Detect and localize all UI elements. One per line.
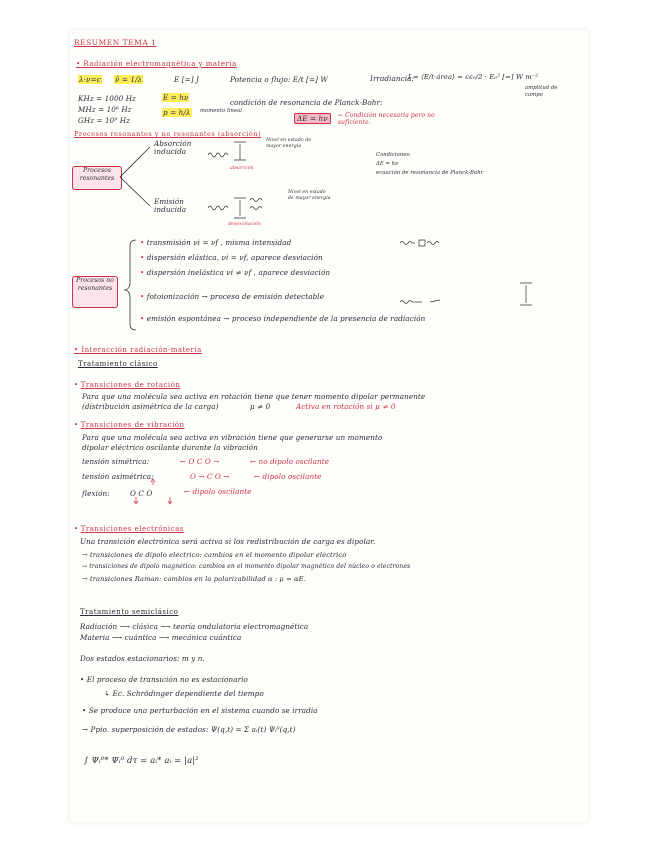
ghz-line: GHz = 10⁹ Hz xyxy=(78,116,130,125)
vib-line-2: dipolar eléctrico oscilante durante la vibración xyxy=(82,443,258,452)
semiclassic-line-3: Dos estados estacionarios: m y n. xyxy=(80,654,205,663)
section-heading-radiacion: • Radiación electromagnética y materia xyxy=(76,60,237,68)
rot-line-2: (distribución asimétrica de la carga) xyxy=(82,402,219,411)
nonresonant-item-2: • dispersión elástica, νi = νf, aparece desviación xyxy=(140,253,323,262)
e-hnu: E = hν xyxy=(163,93,189,102)
resonance-condition: condición de resonancia de Planck-Bohr: xyxy=(230,98,383,107)
semiclassic-line-1: Radiación ⟶ clásica ⟶ teoría ondulatoria electromagnética xyxy=(80,622,309,631)
flex-arrows xyxy=(70,30,588,510)
normalization-integral: ∫ Ψᵢ⁰* Ψᵢ⁰ dτ = aᵢ* aᵢ = |a|² xyxy=(84,756,199,766)
nonresonant-item-4: • fotoionización → proceso de emisión detectable xyxy=(140,292,325,301)
ta-label: tensión asimétrica: xyxy=(82,472,154,481)
emision-inducida: Emisión inducida xyxy=(154,197,187,214)
semiclassic-heading: Tratamiento semiclásico xyxy=(80,608,179,616)
elec-heading: • Transiciones electrónicas xyxy=(74,524,184,533)
absorcion-label: absorción xyxy=(230,166,254,171)
processes-heading: Procesos resonantes y no resonantes (absorción) xyxy=(74,130,262,138)
energy-unit: E [=] J xyxy=(174,75,200,84)
semiclassic-line-2: Materia ⟶ cuántica ⟶ mecánica cuántica xyxy=(80,633,242,642)
ts-molecule: ← O C O → xyxy=(180,457,220,466)
momento-note: momento lineal xyxy=(200,108,243,114)
rot-line-1: Para que una molécula sea activa en rotación tiene que tener momento dipolar permanente xyxy=(82,392,426,401)
semiclassic-line-4: • El proceso de transición no es estacionario xyxy=(80,675,248,684)
formula-lambda: λ·ν=c xyxy=(79,75,101,84)
delta-e: ΔE = hν xyxy=(294,114,331,123)
elec-item-2: → transiciones de dipolo magnético: cambios en el momento dipolar magnético del núcleo o electrones xyxy=(82,563,411,570)
classic-heading: Tratamiento clásico xyxy=(78,360,158,368)
condicion-note: ecuación de resonancia de Planck-Bohr xyxy=(376,170,484,176)
absorcion-note: Nivel en estado de mayor energía xyxy=(266,138,312,149)
rot-mu: μ ≠ 0 xyxy=(250,402,271,411)
irradiancia-label: Irradiancia: xyxy=(370,74,415,83)
vib-line-1: Para que una molécula sea activa en vibración tiene que generarse un momento xyxy=(82,433,383,442)
rot-active-note: Activa en rotación si μ ≠ 0 xyxy=(296,402,396,411)
delta-e-note: ← Condición necesaria pero no suficiente. xyxy=(338,112,435,126)
semiclassic-line-5: ↳ Ec. Schrödinger dependiente del tiempo xyxy=(104,689,264,698)
p-h-lambda: p = h/λ xyxy=(163,108,191,117)
elec-item-3: → transiciones Raman: cambios en la polarizabilidad α : μ = αE. xyxy=(82,575,306,583)
amplitud-note: amplitud de campo xyxy=(525,85,558,98)
vib-heading: • Transiciones de vibración xyxy=(74,420,185,429)
rot-heading: • Transiciones de rotación xyxy=(74,380,181,389)
ta-note: ← dipolo oscilante xyxy=(254,472,322,481)
ta-molecule: O → C O → xyxy=(190,472,230,481)
nonresonant-item-3: • dispersión inelástica νi ≠ νf , aparece desviación xyxy=(140,268,331,277)
section-heading-interaccion: • Interacción radiación-materia xyxy=(74,346,202,354)
potencia-flujo: Potencia o flujo: E/t [=] W xyxy=(230,75,328,84)
nonresonant-item-1: • transmisión νi = νf , misma intensidad xyxy=(140,238,292,247)
ts-label: tensión simétrica: xyxy=(82,457,150,466)
nonresonant-processes-box: Procesos no resonantes xyxy=(72,276,118,308)
irradiancia-formula: I = ⟨E/t·área⟩ = cε₀/2 · E₀² [=] W m⁻² xyxy=(408,73,539,81)
emision-label: desexcitación xyxy=(228,222,262,227)
notebook-page xyxy=(70,30,588,822)
condiciones-label: Condiciones: xyxy=(376,152,412,158)
condicion-formula: ΔE = hν xyxy=(376,161,399,167)
elec-item-1: → transiciones de dipolo eléctrico: cambios en el momento dipolar eléctrico xyxy=(82,551,347,559)
khz-line: KHz = 1000 Hz xyxy=(78,94,136,103)
page-title: RESUMEN TEMA 1 xyxy=(74,38,157,47)
formula-nu-bar: ν̄ = 1/λ xyxy=(115,75,143,84)
semiclassic-line-6: • Se produce una perturbación en el sistema cuando se irradia xyxy=(82,706,318,715)
flex-note: ← dipolo oscilante xyxy=(184,487,252,496)
flex-molecule: O C O xyxy=(130,489,153,498)
mhz-line: MHz = 10⁶ Hz xyxy=(78,105,132,114)
ts-note: ← no dipolo oscilante xyxy=(250,457,330,466)
emision-note: Nivel en estado de mayor energía xyxy=(288,190,331,201)
semiclassic-line-7: → Ppio. superposición de estados: Ψ(q,t) = Σ aᵢ(t) Ψᵢ⁰(q,t) xyxy=(82,725,296,734)
flex-label: flexión: xyxy=(82,489,110,498)
resonant-processes-box: Procesos resonantes xyxy=(72,166,122,190)
elec-line-1: Una transición electrónica será activa si los redistribución de carga es dipolar. xyxy=(80,537,376,546)
absorcion-inducida: Absorción inducida xyxy=(154,139,192,156)
nonresonant-item-5: • emisión espontánea → proceso independiente de la presencia de radiación xyxy=(140,314,426,323)
